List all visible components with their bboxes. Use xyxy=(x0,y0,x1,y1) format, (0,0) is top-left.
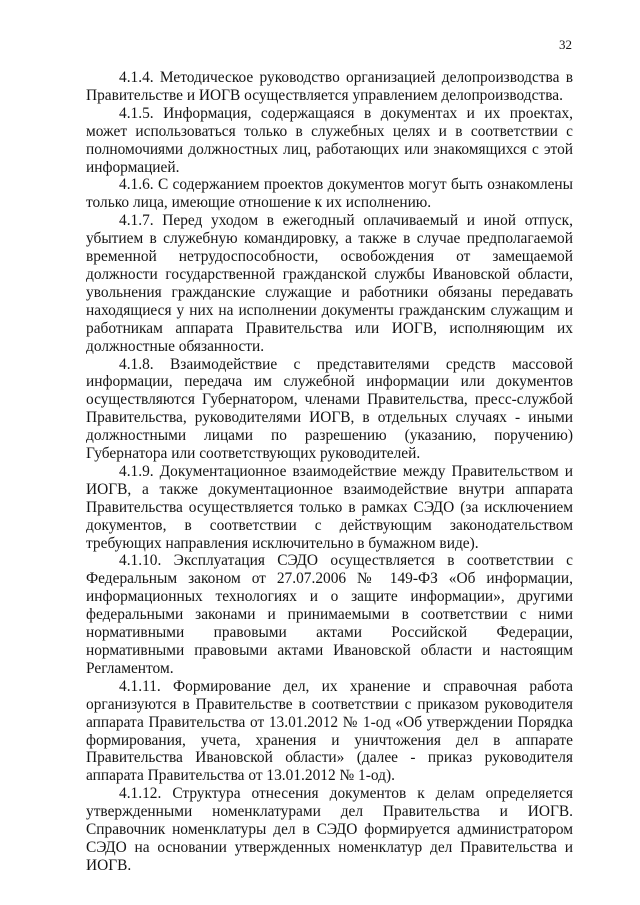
document-body xyxy=(86,69,573,875)
paragraph-4-1-4: 4.1.4. Методическое руководство организацией делопроизводства в Правительстве и ИОГВ осуществляется управлением делопроизводства. xyxy=(86,69,573,104)
paragraph-4-1-12: 4.1.12. Структура отнесения документов к делам определяется утвержденными номенклатурами дел Правительства и ИОГВ. Справочник номенклатуры дел в СЭДО формируется администратором СЭДО на основании утвержденных номенклатур дел Правительства и ИОГВ. xyxy=(86,785,573,874)
paragraph-4-1-11: 4.1.11. Формирование дел, их хранение и справочная работа организуются в Правительстве в соответствии с приказом руководителя аппарата Правительства от 13.01.2012 № 1-од «Об утверждении Порядка формирования, учета, хранения и уничтожения дел в аппарате Правительства Ивановской области» (далее - приказ руководителя аппарата Правительства от 13.01.2012 № 1-од). xyxy=(86,677,573,785)
paragraph-4-1-9: 4.1.9. Документационное взаимодействие между Правительством и ИОГВ, а также документационное взаимодействие внутри аппарата Правительства осуществляется только в рамках СЭДО (за исключением документов, в соответствии с действующим законодательством требующих направления исключительно в бумажном виде). xyxy=(86,462,573,552)
paragraph-4-1-6: 4.1.6. С содержанием проектов документов могут быть ознакомлены только лица, имеющие отношение к их исполнению. xyxy=(86,176,573,212)
paragraph-4-1-10: 4.1.10. Эксплуатация СЭДО осуществляется в соответствии с Федеральным законом от 27.07.2006 № 149-ФЗ «Об информации, информационных технологиях и о защите информации», другими федеральными законами и принимаемыми в соответствии с ними нормативными правовыми актами Российской Федерации, нормативными правовыми актами Ивановской области и настоящим Регламентом. xyxy=(86,552,573,677)
paragraph-4-1-5: 4.1.5. Информация, содержащаяся в документах и их проектах, может использоваться только в служебных целях и в соответствии с полномочиями должностных лиц, работающих или знакомящихся с этой информацией. xyxy=(86,104,573,176)
page-number: 32 xyxy=(559,37,572,52)
paragraph-4-1-7: 4.1.7. Перед уходом в ежегодный оплачиваемый и иной отпуск, убытием в служебную командировку, а также в случае предполагаемой временной нетрудоспособности, освобождения от замещаемой должности государственной гражданской службы Ивановской области, увольнения гражданские служащие и работники обязаны передавать находящиеся у них на исполнении документы гражданским служащим и работникам аппарата Правительства или ИОГВ, исполняющим их должностные обязанности. xyxy=(86,212,573,355)
paragraph-4-1-8: 4.1.8. Взаимодействие с представителями средств массовой информации, передача им служебной информации или документов осуществляются Губернатором, членами Правительства, пресс-службой Правительства, руководителями ИОГВ, в отдельных случаях - иными должностными лицами по разрешению (указанию, поручению) Губернатора или соответствующих руководителей. xyxy=(86,355,573,463)
